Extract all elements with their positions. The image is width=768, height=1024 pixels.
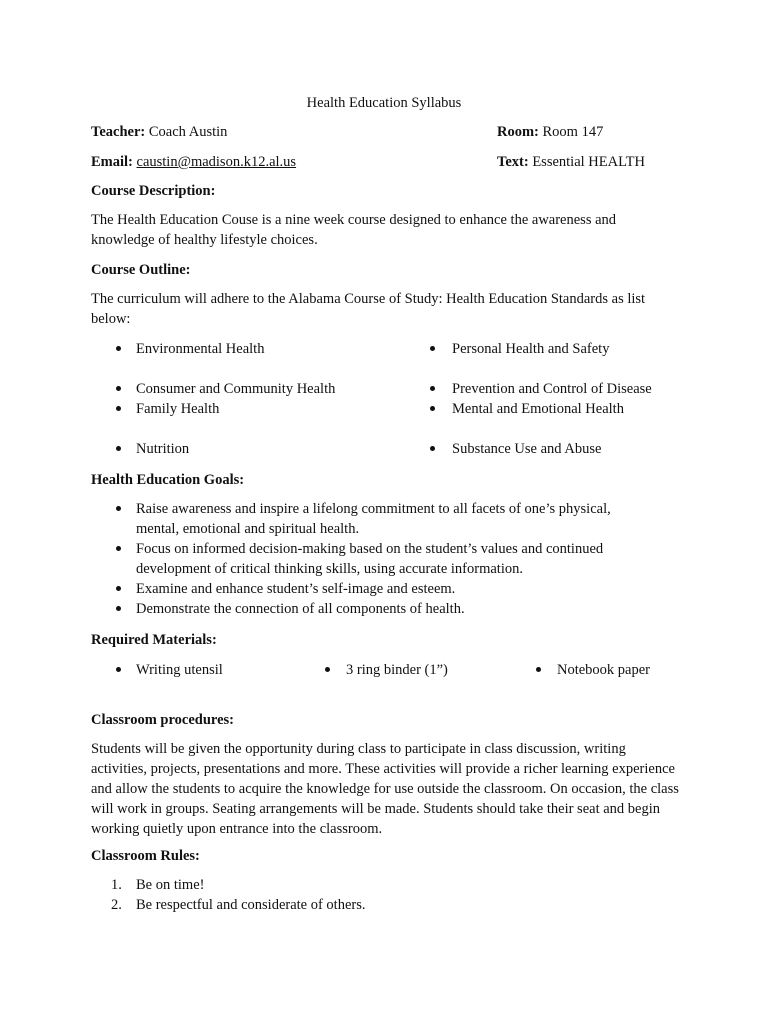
outline-item: Prevention and Control of Disease xyxy=(452,381,652,397)
text-line xyxy=(497,152,645,172)
room-value: Room 147 xyxy=(542,124,604,140)
rule-number: 1. xyxy=(111,877,122,893)
bullet-icon xyxy=(325,667,330,672)
bullet-icon xyxy=(430,406,435,411)
bullet-icon xyxy=(116,667,121,672)
rule-item: Be on time! xyxy=(136,877,205,893)
goal-item: Focus on informed decision-making based on the student’s values and continued development of critical thinking skills, using accurate information. xyxy=(136,541,604,577)
goal-item: Examine and enhance student’s self-image and esteem. xyxy=(136,581,456,597)
procedures-body: Students will be given the opportunity during class to participate in class discussion, writing activities, projects, presentations and more. These activities will provide a richer learning experience and allow the students to acquire the knowledge for use outside the classroom. On occasion, the class will work in groups. Seating arrangements will be made. Students should take their seat and begin working quietly upon entrance into the classroom. xyxy=(91,741,679,837)
material-item: 3 ring binder (1”) xyxy=(346,662,448,678)
bullet-icon xyxy=(536,667,541,672)
outline-item: Environmental Health xyxy=(136,341,265,357)
procedures-heading xyxy=(91,710,234,730)
outline-item: Family Health xyxy=(136,401,220,417)
text-value: Essential HEALTH xyxy=(532,154,645,170)
materials-heading-text: Required Materials: xyxy=(91,632,217,648)
course-description-heading-text: Course Description: xyxy=(91,183,216,199)
bullet-icon xyxy=(116,506,121,511)
teacher-line xyxy=(91,122,227,142)
outline-item: Substance Use and Abuse xyxy=(452,441,602,457)
goal-item: Raise awareness and inspire a lifelong commitment to all facets of one’s physical, mental, emotional and spiritual health. xyxy=(136,501,611,537)
bullet-icon xyxy=(116,586,121,591)
course-description-body: The Health Education Couse is a nine week course designed to enhance the awareness and knowledge of healthy lifestyle choices. xyxy=(91,212,617,248)
bullet-icon xyxy=(116,606,121,611)
bullet-icon xyxy=(430,346,435,351)
email-line xyxy=(91,152,296,172)
material-item: Writing utensil xyxy=(136,662,223,678)
room-line xyxy=(497,122,603,142)
room-label: Room: xyxy=(497,124,539,140)
rules-heading-text: Classroom Rules: xyxy=(91,848,200,864)
course-outline-heading xyxy=(91,260,190,280)
email-label: Email: xyxy=(91,154,133,170)
goals-heading xyxy=(91,470,244,490)
goals-heading-text: Health Education Goals: xyxy=(91,472,245,488)
bullet-icon xyxy=(116,546,121,551)
email-link[interactable]: caustin@madison.k12.al.us xyxy=(136,154,297,170)
teacher-value: Coach Austin xyxy=(148,124,228,140)
procedures-heading-text: Classroom procedures: xyxy=(91,712,234,728)
course-description-heading xyxy=(91,181,215,201)
bullet-icon xyxy=(430,386,435,391)
course-outline-body: The curriculum will adhere to the Alabama Course of Study: Health Education Standards as list below: xyxy=(91,291,646,327)
course-outline-heading-text: Course Outline: xyxy=(91,262,191,278)
rule-item: Be respectful and considerate of others. xyxy=(136,897,366,913)
bullet-icon xyxy=(116,346,121,351)
bullet-icon xyxy=(116,406,121,411)
bullet-icon xyxy=(116,446,121,451)
material-item: Notebook paper xyxy=(557,662,651,678)
rule-number: 2. xyxy=(111,897,122,913)
outline-item: Personal Health and Safety xyxy=(452,341,610,357)
teacher-label: Teacher: xyxy=(91,124,146,140)
page-title: Health Education Syllabus xyxy=(306,95,462,111)
rules-heading xyxy=(91,846,200,866)
outline-item: Consumer and Community Health xyxy=(136,381,336,397)
outline-item: Mental and Emotional Health xyxy=(452,401,624,417)
text-label: Text: xyxy=(497,154,529,170)
goal-item: Demonstrate the connection of all components of health. xyxy=(136,601,465,617)
outline-item: Nutrition xyxy=(136,441,190,457)
bullet-icon xyxy=(116,386,121,391)
materials-heading xyxy=(91,630,217,650)
bullet-icon xyxy=(430,446,435,451)
